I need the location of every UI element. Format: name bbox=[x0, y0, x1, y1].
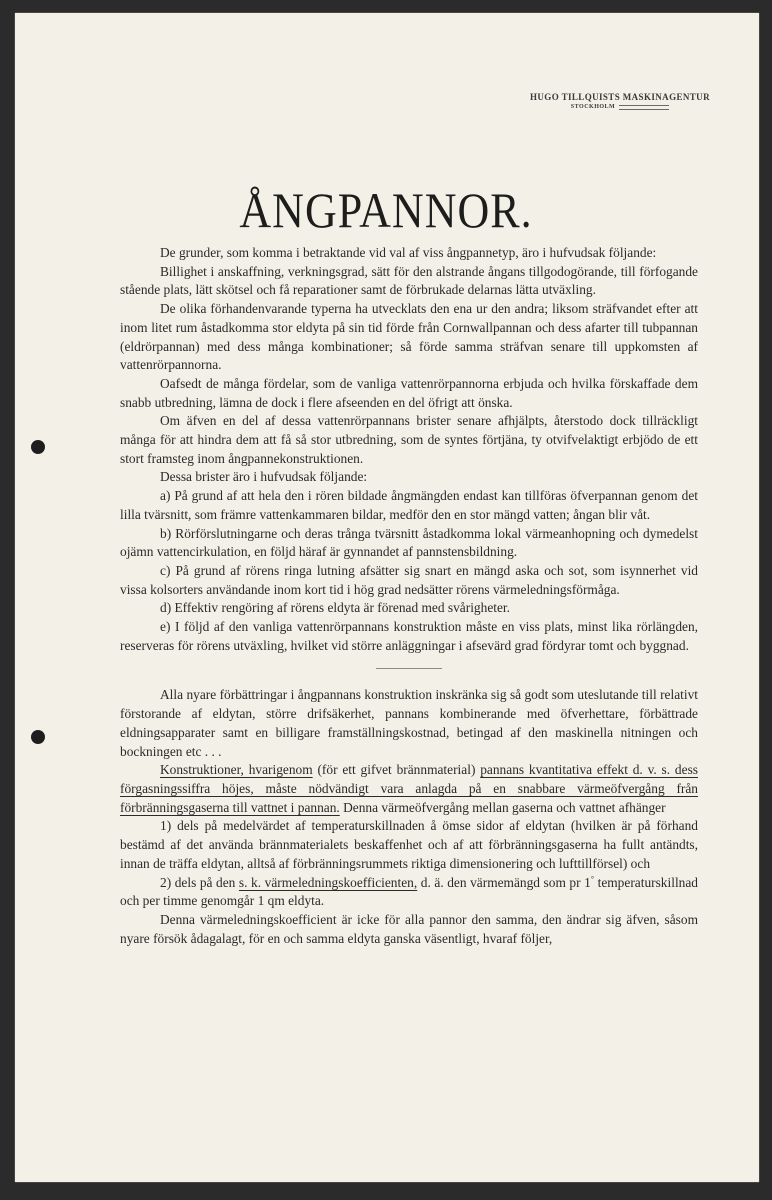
document-title: ÅNGPANNOR. bbox=[239, 183, 533, 238]
paragraph-list-intro: Dessa brister äro i hufvudsak följande: bbox=[160, 469, 368, 485]
paragraph-shortcomings: Om äfven en del af dessa vattenrörpannans brister senare afhjälpts, återstodo dock tillräckligt många för att hindra dem att få så stor utbredning, som de syntes förtjäna, ty otvifvelaktigt erbjödo de ett stort framsteg inom ångpannekonstruktionen. bbox=[120, 413, 698, 466]
document-body bbox=[120, 244, 698, 948]
punch-hole-lower bbox=[31, 730, 45, 744]
text-span: temperaturskillnad och per timme genomgår 1 qm eldyta. bbox=[120, 874, 698, 909]
letterhead-city-row bbox=[520, 104, 720, 110]
degree-sign: ° bbox=[590, 874, 595, 884]
list-item-a: a) På grund af att hela den i rören bildade ångmängden endast kan tillföras öfverpannan genom det lilla tvärsnitt, som främre vattenkammaren bildar, medför den en stor mängd vatten; ångan blir våt. bbox=[120, 488, 698, 522]
list-item-e: e) I följd af den vanliga vattenrörpannans konstruktion måste en viss plats, minst lika rörlängden, reserveras för rörens utväxling, hvilket vid större anläggningar i afsevärd grad fördyrar tomt och byggnad. bbox=[120, 619, 698, 653]
letterhead-city: STOCKHOLM bbox=[570, 104, 616, 110]
underlined-phrase: s. k. värmeledningskoefficienten, bbox=[238, 874, 418, 890]
paragraph-history: De olika förhandenvarande typerna ha utvecklats den ena ur den andra; liksom sträfvandet efter att inom litet rum åstadkomma stor eldyta på sin tid förde från Cornwallpannan och dess afarter till tubpannan (eldrörpannan) med dess många kombinationer; så förde samma sträfvan senare till uppkomsten af vattenrörpannorna. bbox=[120, 301, 698, 373]
text-span: 2) dels på den bbox=[160, 874, 239, 890]
section-divider bbox=[376, 668, 442, 669]
text-span: (för ett gifvet brännmaterial) bbox=[312, 762, 481, 778]
text-span: Denna värmeöfvergång mellan gaserna och vattnet afhänger bbox=[339, 799, 666, 815]
list-item-b: b) Rörförslutningarne och deras trånga tvärsnitt åstadkomma lokal värmeanhopning och dymedelst ojämn vattencirkulation, en följd häraf är gynnandet af pannstensbildning. bbox=[120, 525, 698, 560]
paragraph-advantages: Oafsedt de många fördelar, som de vanliga vattenrörpannorna erbjuda och hvilka förskaffade dem snabb utbredning, lämna de dock i flere afseenden en del öfrigt att önska. bbox=[120, 375, 698, 410]
letterhead-rule bbox=[619, 105, 669, 110]
list-item-1: 1) dels på medelvärdet af temperaturskillnaden å ömse sidor af eldytan (hvilken är på förhand bestämd af det använda brännmaterialets beskaffenhet och af att förbränningsgaserna ha fullt antändts, innan de träffa eldytan, alltså af förbränningsrummets riktiga dimensionering och lufttillförsel) och bbox=[120, 818, 698, 871]
paragraph-criteria: Billighet i anskaffning, verkningsgrad, sätt för den alstrande ångans tillgodogörande, till förfogande stående plats, lätt skötsel och få reparationer samt de förbrukade delarnas lätta utväxling. bbox=[120, 263, 698, 298]
letterhead-company: HUGO TILLQUISTS MASKINAGENTUR bbox=[530, 92, 710, 102]
underlined-phrase: pannans kvantitativa effekt d. v. s. dess förgasningssiffra höjes, måste nödvändigt vara anlagda på en snabbare värmeöfvergång från förbränningsgaserna till vattnet i pannan. bbox=[120, 762, 698, 815]
paragraph-constructions bbox=[120, 761, 698, 817]
letterhead bbox=[520, 92, 720, 110]
paragraph-coefficient: Denna värmeledningskoefficient är icke för alla pannor den samma, den ändrar sig äfven, såsom nyare försök ådagalagt, för en och samma eldyta ganska väsentligt, hvaraf följer, bbox=[120, 911, 698, 946]
text-span: d. ä. den värmemängd som pr 1 bbox=[417, 874, 591, 890]
paragraph-improvements: Alla nyare förbättringar i ångpannans konstruktion inskränka sig så godt som uteslutande till relativt förstorande af eldytan, större drifsäkerhet, pannans kombinerande med öfverhettare, förbättrade eldningsapparater samt en billigare framställningskostnad, betingad af den maskinella nitningen och bockningen etc . . . bbox=[120, 687, 698, 759]
list-item-d: d) Effektiv rengöring af rörens eldyta är förenad med svårigheter. bbox=[160, 600, 510, 616]
list-item-c: c) På grund af rörens ringa lutning afsätter sig snart en mängd aska och sot, som isynnerhet vid vissa kolsorters användande inom kort tid i hög grad nedsätter rörens värmeledningsförmåga. bbox=[120, 562, 698, 597]
list-item-2 bbox=[120, 874, 698, 911]
underlined-phrase: Konstruktioner, hvarigenom bbox=[160, 762, 313, 778]
paragraph-intro: De grunder, som komma i betraktande vid val af viss ångpannetyp, äro i hufvudsak följande: bbox=[160, 245, 657, 260]
punch-hole-upper bbox=[31, 440, 45, 454]
